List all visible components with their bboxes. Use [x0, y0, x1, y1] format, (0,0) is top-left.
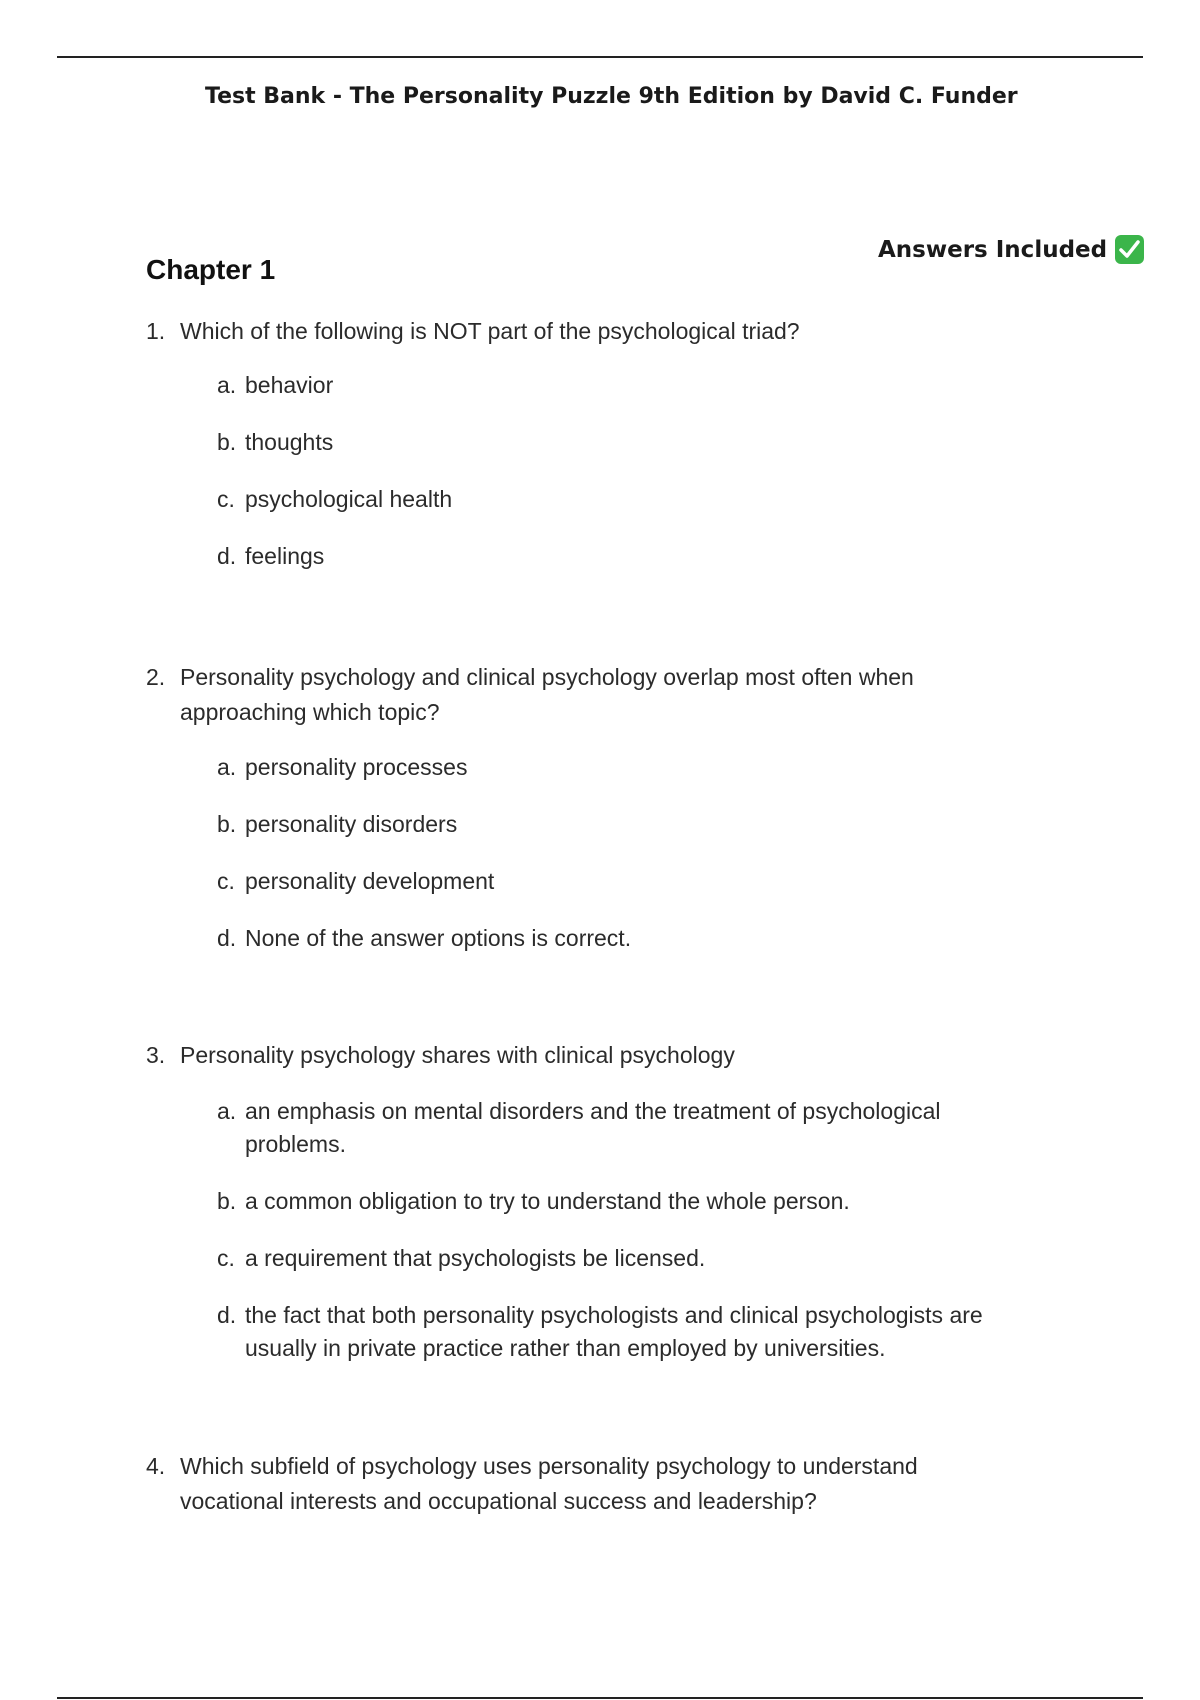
answers-included-badge — [878, 234, 1145, 265]
answer-option — [217, 426, 1046, 459]
question-text: Personality psychology and clinical psychology overlap most often when approaching which topic? — [180, 664, 914, 725]
answer-option — [217, 540, 1046, 573]
answer-option — [217, 808, 1046, 841]
option-text: psychological health — [245, 486, 453, 512]
option-text: a requirement that psychologists be licensed. — [245, 1245, 706, 1271]
document-header: Test Bank - The Personality Puzzle 9th Edition by David C. Funder — [205, 84, 1018, 109]
question-text: Which of the following is NOT part of the psychological triad? — [180, 318, 800, 344]
question-stem — [146, 314, 1046, 349]
option-text: the fact that both personality psychologists and clinical psychologists are usually in private practice rather than employed by universities. — [245, 1302, 983, 1361]
option-letter: a. — [217, 1098, 237, 1124]
question-number: 3. — [146, 1042, 166, 1068]
option-letter: b. — [217, 1188, 237, 1214]
option-text: None of the answer options is correct. — [245, 925, 632, 951]
answer-option — [217, 1095, 1046, 1161]
answer-option — [217, 1185, 1046, 1218]
question-3 — [146, 1038, 1046, 1365]
bottom-divider — [57, 1697, 1143, 1699]
question-2 — [146, 660, 1046, 955]
option-letter: d. — [217, 1302, 237, 1328]
answer-option — [217, 1242, 1046, 1275]
option-letter: c. — [217, 486, 235, 512]
option-letter: a. — [217, 754, 237, 780]
answer-options — [146, 1095, 1046, 1365]
option-text: behavior — [245, 372, 334, 398]
question-stem — [146, 1449, 1046, 1519]
question-number: 1. — [146, 318, 166, 344]
option-letter: a. — [217, 372, 237, 398]
option-letter: d. — [217, 925, 237, 951]
question-4 — [146, 1449, 1046, 1519]
option-letter: b. — [217, 429, 237, 455]
answer-option — [217, 922, 1046, 955]
option-text: personality processes — [245, 754, 468, 780]
option-letter: d. — [217, 543, 237, 569]
option-text: an emphasis on mental disorders and the treatment of psychological problems. — [245, 1098, 941, 1157]
option-text: thoughts — [245, 429, 334, 455]
answer-option — [217, 1299, 1046, 1365]
top-divider — [57, 56, 1143, 58]
option-text: personality disorders — [245, 811, 458, 837]
option-letter: c. — [217, 868, 235, 894]
option-letter: b. — [217, 811, 237, 837]
question-1 — [146, 314, 1046, 573]
check-mark-icon — [1114, 234, 1145, 265]
answer-option — [217, 369, 1046, 402]
answer-options — [146, 751, 1046, 955]
option-text: a common obligation to try to understand the whole person. — [245, 1188, 850, 1214]
answer-option — [217, 865, 1046, 898]
option-text: personality development — [245, 868, 495, 894]
question-text: Which subfield of psychology uses personality psychology to understand vocational interests and occupational success and leadership? — [180, 1453, 918, 1514]
question-stem — [146, 1038, 1046, 1073]
option-text: feelings — [245, 543, 325, 569]
chapter-title: Chapter 1 — [146, 254, 276, 285]
question-text: Personality psychology shares with clinical psychology — [180, 1042, 735, 1068]
question-number: 2. — [146, 664, 166, 690]
option-letter: c. — [217, 1245, 235, 1271]
answers-included-label: Answers Included — [878, 236, 1108, 263]
answer-option — [217, 751, 1046, 784]
answer-options — [146, 369, 1046, 573]
question-stem — [146, 660, 1046, 730]
answer-option — [217, 483, 1046, 516]
question-number: 4. — [146, 1453, 166, 1479]
